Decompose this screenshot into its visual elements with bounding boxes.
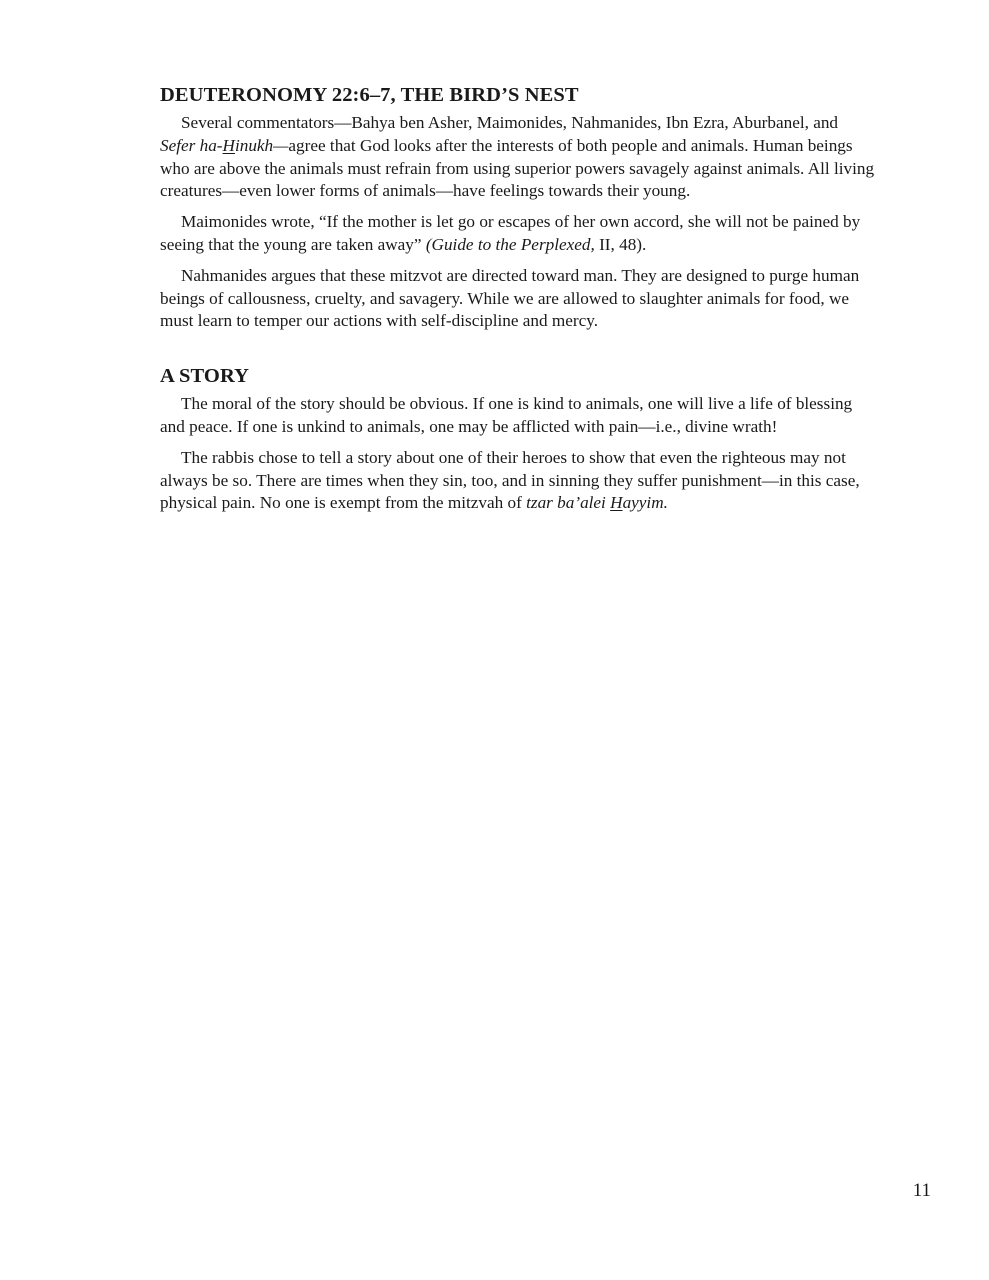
paragraph-rabbis [160,447,876,515]
text-run: ayyim. [622,493,668,513]
section-heading-birds-nest: DEUTERONOMY 22:6–7, THE BIRD’S NEST [160,84,579,106]
book-title-italic [160,136,288,155]
book-title-italic: (Guide to the Perplexed, [425,234,595,254]
underlined-letter: H [222,135,235,155]
text-run: agree that God looks after the interests of both people and animals. Human beings who are above the animals must refrain from using superior powers savagely against animals. All living creatures—even lower forms of animals—have feelings towards their young. [160,135,875,201]
text-run: inukh— [234,135,289,155]
page-content [160,82,876,523]
text-run: II, 48). [594,234,647,254]
text-run: tzar ba’alei [526,493,611,513]
text-run: Sefer ha- [160,135,223,155]
text-run: Maimonides wrote, “If the mother is let go or escapes of her own accord, she will not be pained by seeing that the young are taken away” [160,212,861,254]
page-number: 11 [912,1180,931,1201]
paragraph-moral: The moral of the story should be obvious. If one is kind to animals, one will live a life of blessing and peace. If one is unkind to animals, one may be afflicted with pain—i.e., divine wrath! [160,394,853,436]
text-run: The rabbis chose to tell a story about one of their heroes to show that even the righteous may not always be so. There are times when they sin, too, and in sinning they suffer punishment—in this case, physical pain. No one is exempt from the mitzvah of [160,447,860,513]
paragraph-maimonides [160,211,876,257]
underlined-letter: H [610,493,623,513]
term-italic [526,493,668,512]
text-run: Several commentators—Bahya ben Asher, Maimonides, Nahmanides, Ibn Ezra, Aburbanel, and [181,113,839,132]
section-heading-a-story: A STORY [160,365,250,388]
paragraph-nahmanides: Nahmanides argues that these mitzvot are directed toward man. They are designed to purge human beings of callousness, cruelty, and savagery. While we are allowed to slaughter animals for food, we must learn to temper our actions with self-discipline and mercy. [160,265,860,331]
paragraph-commentators [160,112,876,203]
